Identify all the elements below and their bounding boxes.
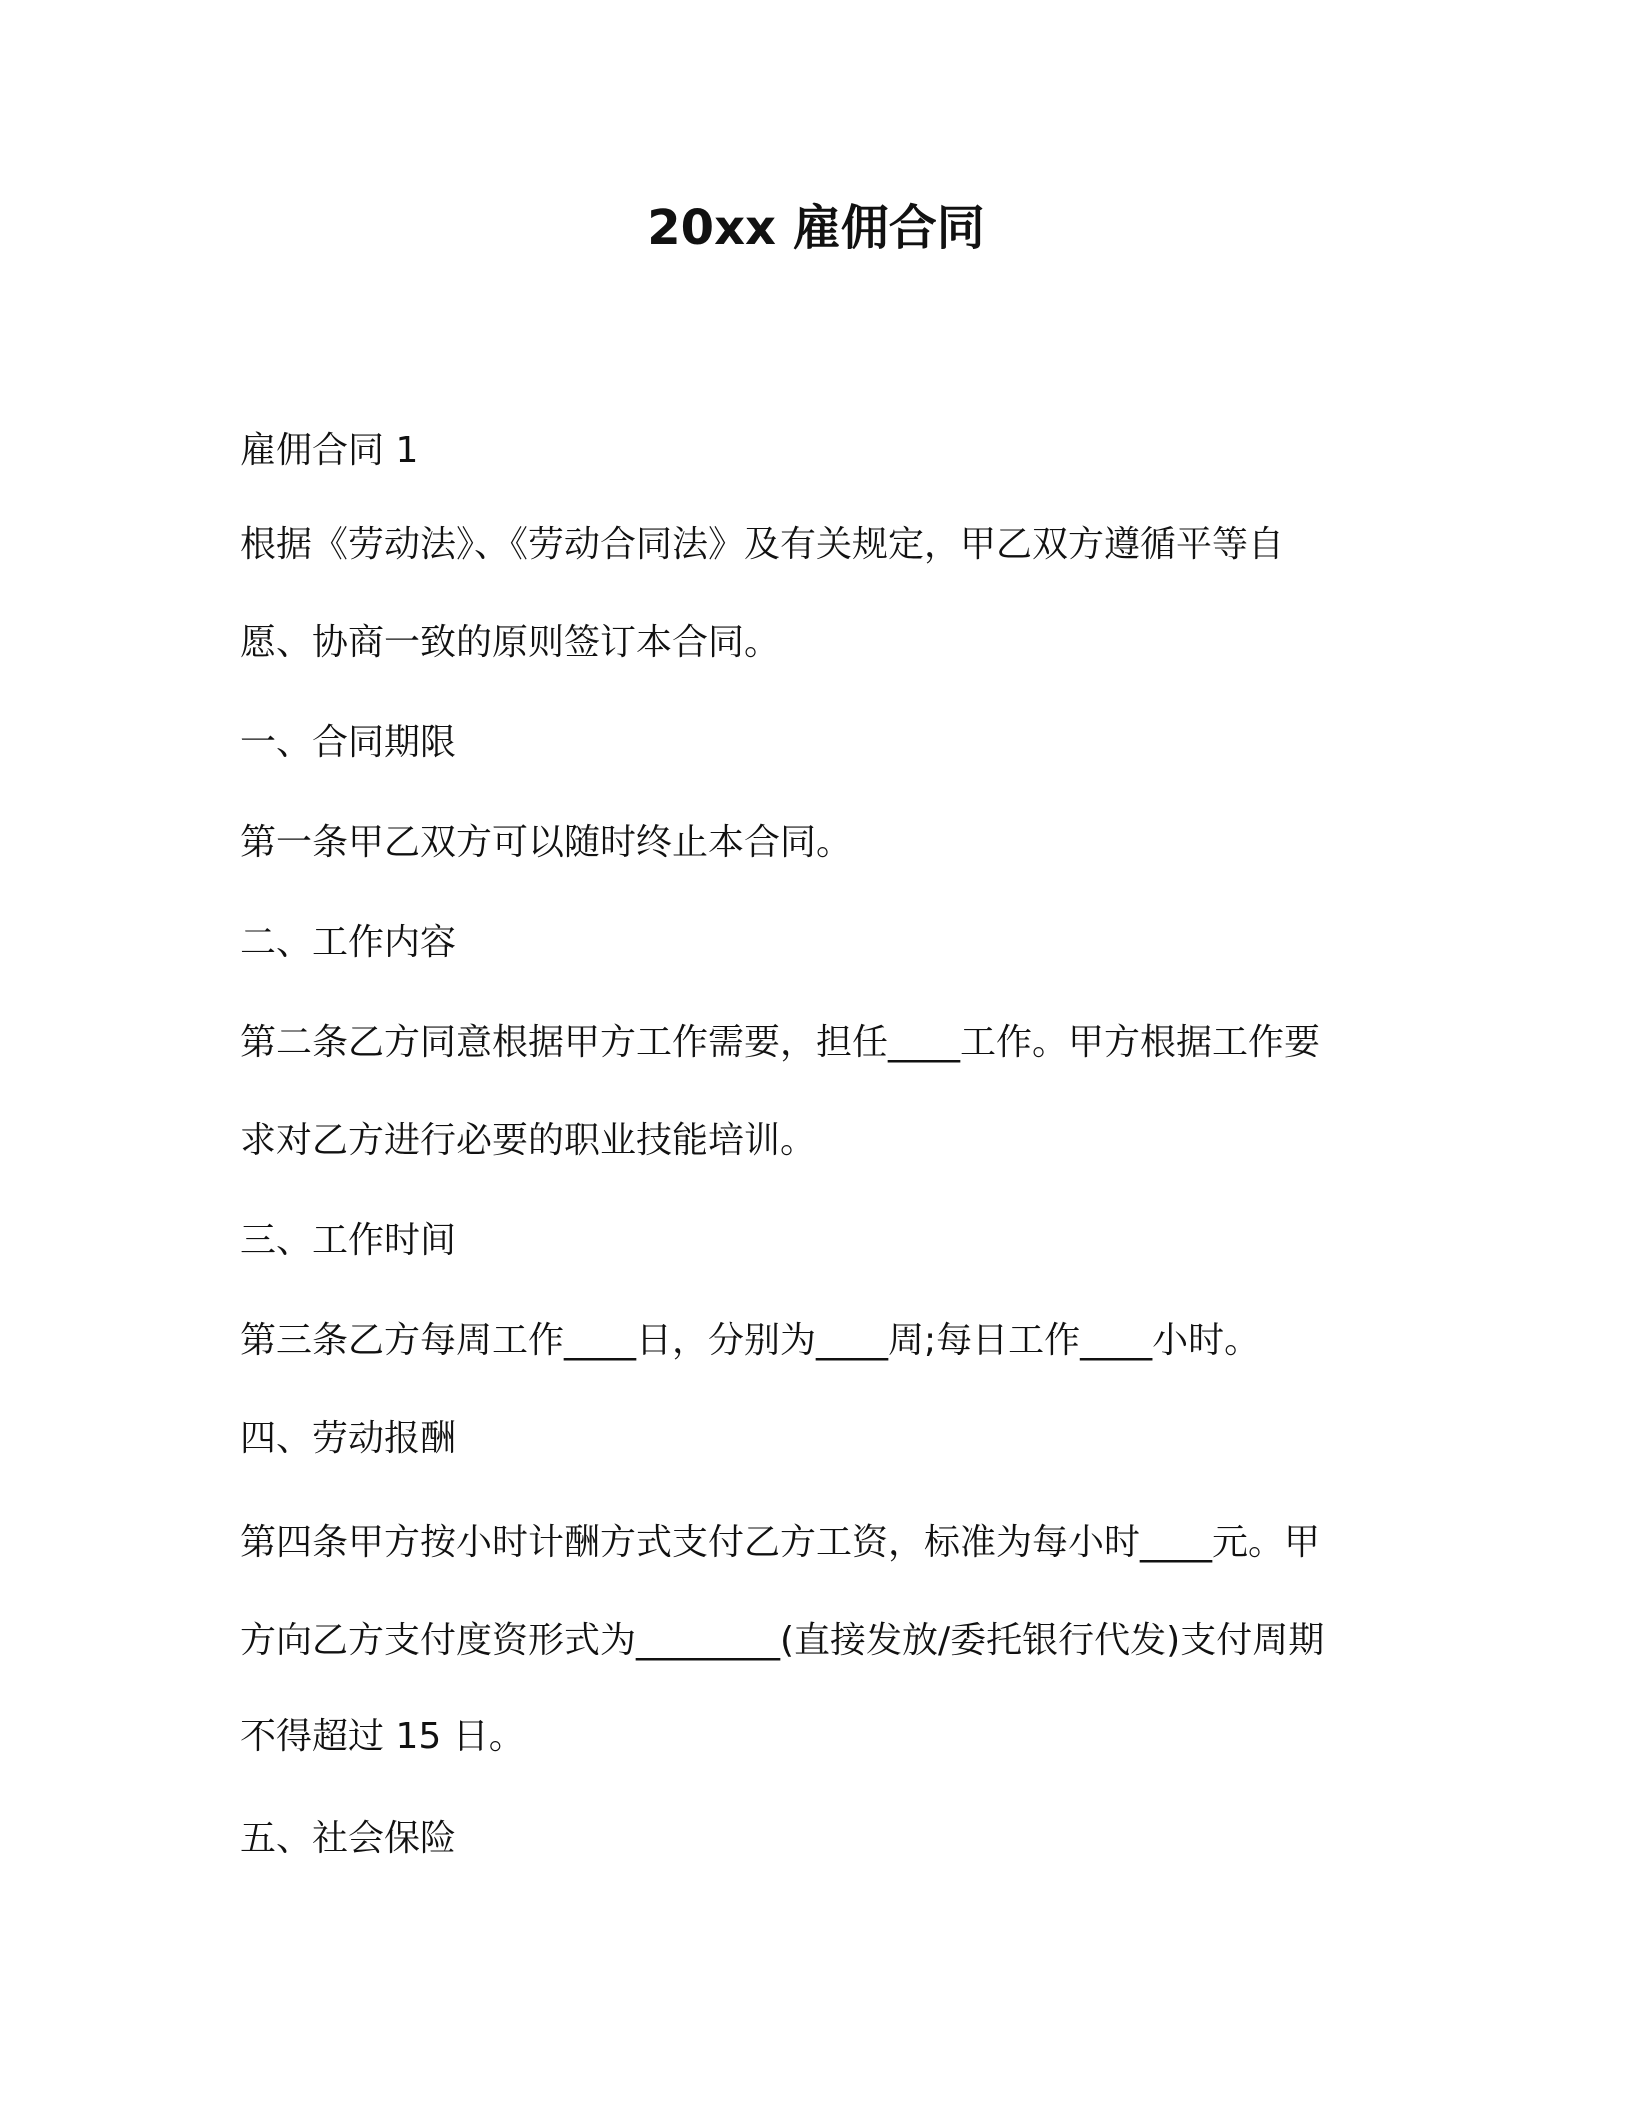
document-title: 20xx 雇佣合同 <box>647 200 985 256</box>
section-heading-social-insurance: 五、社会保险 <box>240 1818 457 1859</box>
article-2-line-1: 第二条乙方同意根据甲方工作需要，担任____工作。甲方根据工作要 <box>240 1022 1321 1063</box>
article-4-line-1: 第四条甲方按小时计酬方式支付乙方工资，标准为每小时____元。甲 <box>240 1522 1321 1563</box>
section-heading-work-time: 三、工作时间 <box>240 1220 457 1261</box>
article-1: 第一条甲乙双方可以随时终止本合同。 <box>240 822 853 863</box>
section-heading-remuneration: 四、劳动报酬 <box>240 1418 457 1459</box>
article-3: 第三条乙方每周工作____日，分别为____周;每日工作____小时。 <box>240 1320 1261 1361</box>
intro-paragraph-line-1: 根据《劳动法》、《劳动合同法》及有关规定，甲乙双方遵循平等自 <box>240 524 1285 565</box>
section-heading-work-content: 二、工作内容 <box>240 922 457 963</box>
article-4-line-2: 方向乙方支付度资形式为________(直接发放/委托银行代发)支付周期 <box>240 1620 1325 1661</box>
section-heading-contract-1: 雇佣合同 1 <box>240 430 419 471</box>
article-4-line-3: 不得超过 15 日。 <box>240 1716 525 1757</box>
section-heading-term: 一、合同期限 <box>240 722 457 763</box>
article-2-line-2: 求对乙方进行必要的职业技能培训。 <box>240 1120 817 1161</box>
intro-paragraph-line-2: 愿、协商一致的原则签订本合同。 <box>240 622 781 663</box>
